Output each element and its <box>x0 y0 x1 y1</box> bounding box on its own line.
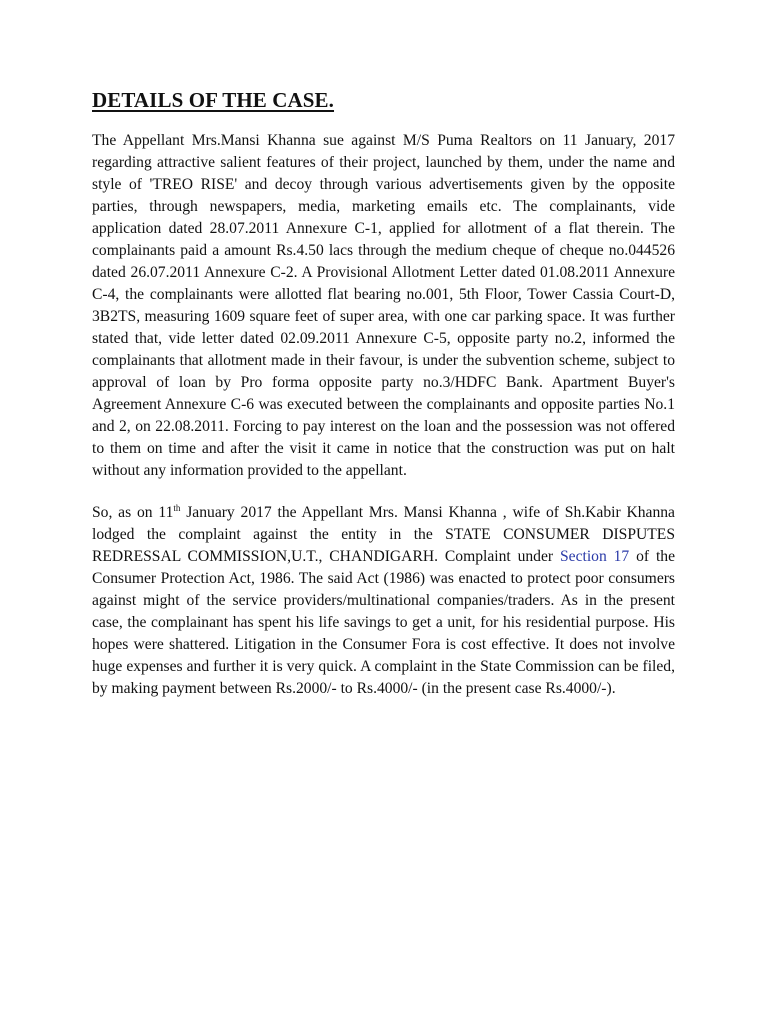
complaint-text-middle: January 2017 the Appellant Mrs. Mansi Khanna , wife of Sh.Kabir Khanna lodged the complaint against the entity in the STATE CONSUMER DISPUTES REDRESSAL COMMISSION,U.T., CHANDIGARH. Complaint under <box>92 504 675 565</box>
complaint-text-start: So, as on 11 <box>92 504 174 521</box>
complaint-text-end: of the Consumer Protection Act, 1986. The said Act (1986) was enacted to protect poor consumers against might of the service providers/multinational companies/traders. As in the present case, the complainant has spent his life savings to get a unit, for his residential purpose. His hopes were shattered. Litigation in the Consumer Fora is cost effective. It does not involve huge expenses and further it is very quick. A complaint in the State Commission can be filed, by making payment between Rs.2000/- to Rs.4000/- (in the present case Rs.4000/-). <box>92 548 676 697</box>
ordinal-suffix: th <box>173 502 181 513</box>
section-17-link[interactable]: Section 17 <box>559 548 630 565</box>
case-details-paragraph: The Appellant Mrs.Mansi Khanna sue against M/S Puma Realtors on 11 January, 2017 regarding attractive salient features of their project, launched by them, under the name and style of 'TREO RISE' and decoy through various advertisements given by the opposite parties, through newspapers, media, marketing emails etc. The complainants, vide application dated 28.07.2011 Annexure C-1, applied for allotment of a flat therein. The complainants paid a amount Rs.4.50 lacs through the medium cheque of cheque no.044526 dated 26.07.2011 Annexure C-2. A Provisional Allotment Letter dated 01.08.2011 Annexure C-4, the complainants were allotted flat bearing no.001, 5th Floor, Tower Cassia Court-D, 3B2TS, measuring 1609 square feet of super area, with one car parking space. It was further stated that, vide letter dated 02.09.2011 Annexure C-5, opposite party no.2, informed the complainants that allotment made in their favour, is under the subvention scheme, subject to approval of loan by Pro forma opposite party no.3/HDFC Bank. Apartment Buyer's Agreement Annexure C-6 was executed between the complainants and opposite parties No.1 and 2, on 22.08.2011. Forcing to pay interest on the loan and the possession was not offered to them on time and after the visit it came in notice that the construction was put on halt without any information provided to the appellant. <box>92 132 675 479</box>
document-title: DETAILS OF THE CASE. <box>92 88 335 112</box>
document-page <box>92 88 675 700</box>
complaint-paragraph <box>92 502 675 700</box>
